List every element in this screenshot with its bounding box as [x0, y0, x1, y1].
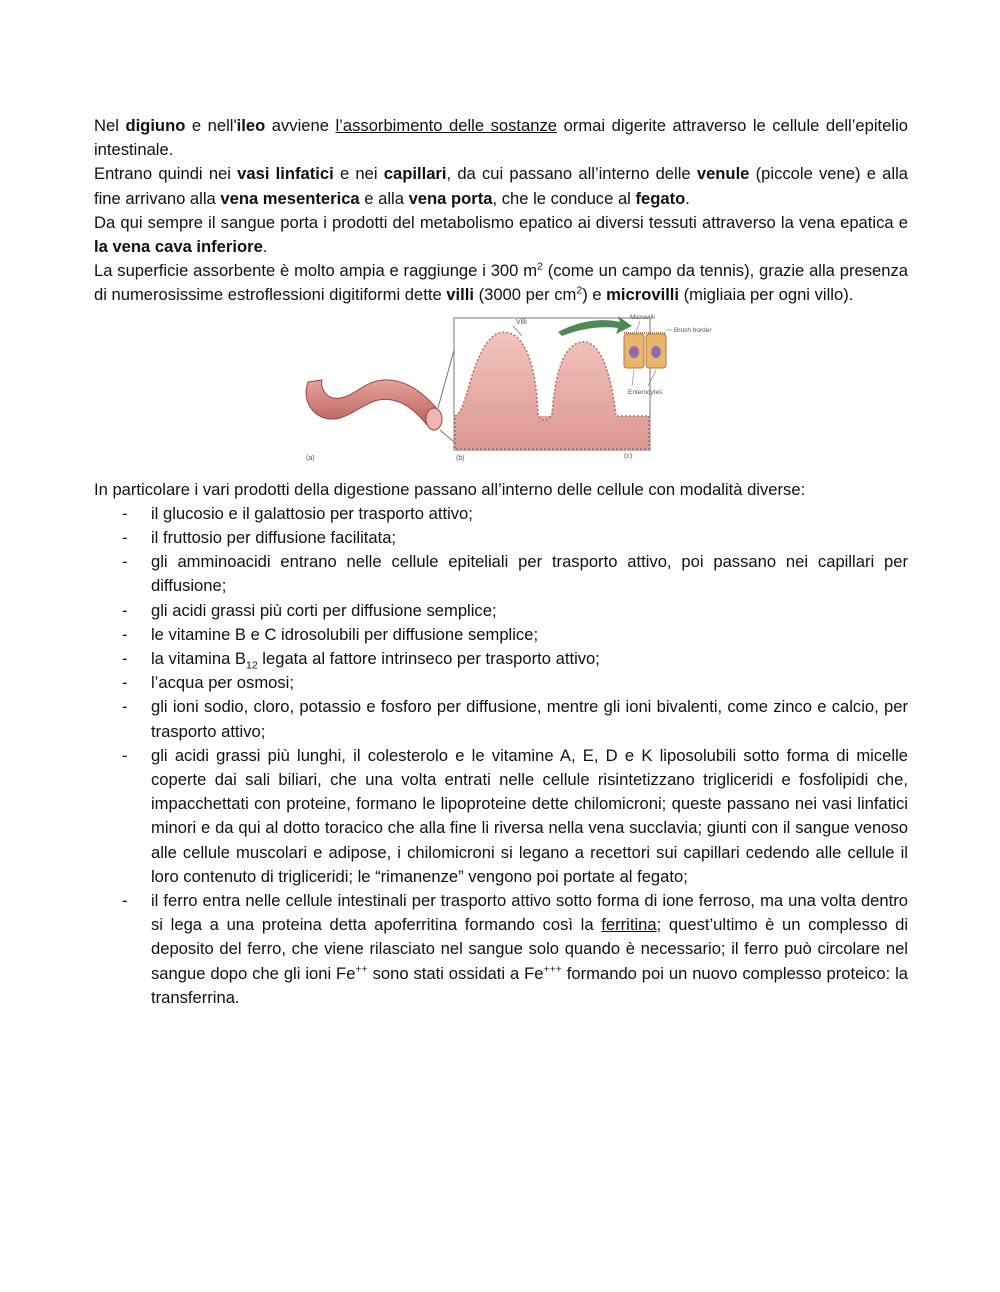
paragraph-digiuno: Nel digiuno e nell'ileo avviene l’assorbimento delle sostanze ormai digerite attraverso le cellule dell’epitelio intestinale. [94, 116, 908, 160]
absorption-list [94, 502, 908, 1010]
document-page [94, 114, 908, 1010]
panel-a-label: (a) [306, 454, 315, 462]
panel-b-label: (b) [456, 454, 465, 462]
list-item: - le vitamine B e C idrosolubili per diffusione semplice; [122, 624, 539, 644]
villi-section-drawing [454, 318, 650, 462]
intestine-tube-drawing [306, 350, 454, 462]
paragraph-superficie: La superficie assorbente è molto ampia e raggiunge i 300 $m^2$ (come un campo da tennis), grazie alla presenza di numerosissime estroflessioni digitiformi dette villi (3000 per $cm^2$) e microvilli (migliaia per ogni villo). [94, 260, 908, 305]
panel-c-label: (c) [624, 452, 633, 460]
intestine-villi-figure [94, 312, 908, 472]
figure-illustration [300, 312, 720, 472]
paragraph-vasi: Entrano quindi nei vasi linfatici e nei capillari, da cui passano all’interno delle venule (piccole vene) e alla fine arrivano alla vena mesenterica e alla vena porta, che le conduce al fegato. [94, 164, 908, 208]
list-item: - gli amminoacidi entrano nelle cellule epiteliali per trasporto attivo, poi passano nei capillari per diffusione; [122, 552, 908, 596]
list-item: - gli acidi grassi più corti per diffusione semplice; [122, 600, 497, 620]
list-item: - gli acidi grassi più lunghi, il colesterolo e le vitamine A, E, D e K liposolubili sotto forma di micelle coperte dai sali biliari, che una volta entrati nelle cellule risintetizzano trigliceridi e fosfolipidi che, impacchettati con proteine, formano le lipoproteine dette chilomicroni; queste passano nei vasi linfatici minori e da qui al dotto toracico che alla fine li riversa nella vena succlavia; giunti con il sangue venoso alle cellule muscolari e adipose, i chilomicroni si legano a recettori sui capillari cedendo alle cellule il loro contenuto di trigliceridi; le “rimanenze” vengono poi portate al fegato; [122, 745, 908, 886]
list-item: - il glucosio e il galattosio per trasporto attivo; [122, 503, 473, 523]
enterocytes-label: Enterocytes [628, 388, 663, 396]
paragraph-modalita: In particolare i vari prodotti della digestione passano all’interno delle cellule con modalità diverse: [94, 479, 806, 499]
list-item: - gli ioni sodio, cloro, potassio e fosforo per diffusione, mentre gli ioni bivalenti, come zinco e calcio, per trasporto attivo; [122, 697, 908, 741]
paragraph-sangue: Da qui sempre il sangue porta i prodotti del metabolismo epatico ai diversi tessuti attraverso la vena epatica e la vena cava inferiore. [94, 212, 908, 257]
list-item: - il ferro entra nelle cellule intestinali per trasporto attivo sotto forma di ione ferroso, ma una volta dentro si lega a una proteina detta apoferritina formando così la ferritina; quest’ultimo è un complesso di deposito del ferro, che viene rilasciato nel sangue solo quando è necessario; il ferro può circolare nel sangue dopo che gli ioni Fe++ sono stati ossidati a Fe+++ formando poi un nuovo complesso proteico: la transferrina. [122, 891, 909, 1007]
villi-label: Villi [516, 318, 527, 326]
brush-border-label: Brush border [674, 326, 712, 334]
list-item: - la vitamina $B_{12}$ legata al fattore intrinseco per trasporto attivo; [122, 649, 600, 672]
list-item: - il fruttosio per diffusione facilitata; [122, 528, 397, 548]
microvilli-label: Microvilli [630, 313, 655, 321]
list-item: - l’acqua per osmosi; [122, 673, 294, 693]
